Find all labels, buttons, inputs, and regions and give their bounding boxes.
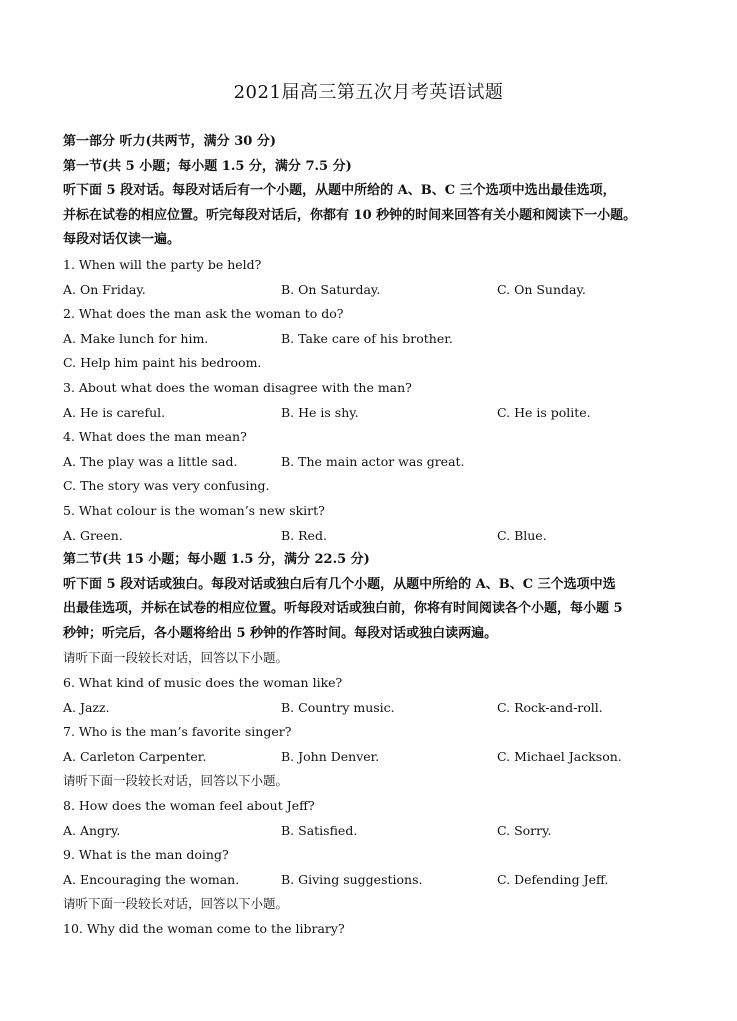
listen-prompt: 请听下面一段较长对话，回答以下小题。	[63, 773, 289, 789]
section1-instruction-line: 并标在试卷的相应位置。听完每段对话后，你都有 10 秒钟的时间来回答有关小题和阅读下一小题。	[63, 207, 637, 223]
question-stem: 5. What colour is the woman’s new skirt?	[63, 502, 325, 518]
exam-content	[63, 130, 703, 942]
option-c: C. Rock-and-roll.	[497, 699, 603, 715]
option-a: A. Carleton Carpenter.	[63, 748, 207, 764]
question-stem: 7. Who is the man’s favorite singer?	[63, 724, 292, 740]
question-stem: 4. What does the man mean?	[63, 429, 247, 445]
question-stem: 6. What kind of music does the woman like?	[63, 675, 343, 691]
option-b: B. He is shy.	[281, 404, 359, 420]
section1-instruction-line: 每段对话仅读一遍。	[63, 232, 181, 248]
option-b: B. Satisfied.	[281, 822, 358, 838]
option-c: C. Blue.	[497, 527, 547, 543]
options-row	[63, 696, 703, 721]
page-title: 2021届高三第五次月考英语试题	[233, 82, 504, 103]
option-a: A. The play was a little sad.	[63, 453, 238, 469]
option-b: B. Take care of his brother.	[281, 330, 453, 346]
option-c: C. On Sunday.	[497, 281, 586, 297]
question-stem: 10. Why did the woman come to the library?	[63, 921, 345, 936]
options-row	[63, 745, 703, 770]
option-b: B. Country music.	[281, 699, 395, 715]
options-row	[63, 819, 703, 844]
option-a: A. On Friday.	[63, 281, 146, 297]
section2-instruction-line: 出最佳选项，并标在试卷的相应位置。听每段对话或独白前，你将有时间阅读各个小题，每小题 5	[63, 601, 623, 617]
option-a: A. Green.	[63, 527, 123, 543]
option-c: C. He is polite.	[497, 404, 591, 420]
options-row	[63, 524, 703, 549]
question-stem: 3. About what does the woman disagree with the man?	[63, 379, 412, 395]
question-stem: 2. What does the man ask the woman to do?	[63, 306, 344, 322]
option-c: C. Defending Jeff.	[497, 871, 609, 887]
section2-heading: 第二节(共 15 小题；每小题 1.5 分，满分 22.5 分)	[63, 552, 370, 568]
listen-prompt: 请听下面一段较长对话，回答以下小题。	[63, 650, 289, 666]
option-c: C. Help him paint his bedroom.	[63, 355, 262, 371]
option-a: A. He is careful.	[63, 404, 166, 420]
option-a: A. Encouraging the woman.	[63, 871, 240, 887]
option-b: B. The main actor was great.	[281, 453, 465, 469]
option-c: C. The story was very confusing.	[63, 478, 270, 494]
question-stem: 9. What is the man doing?	[63, 847, 229, 863]
option-a: A. Jazz.	[63, 699, 110, 715]
option-a: A. Make lunch for him.	[63, 330, 209, 346]
options-row	[63, 401, 703, 426]
options-row	[63, 327, 703, 352]
option-b: B. John Denver.	[281, 748, 380, 764]
listen-prompt: 请听下面一段较长对话，回答以下小题。	[63, 896, 289, 912]
question-stem: 8. How does the woman feel about Jeff?	[63, 798, 315, 814]
section2-instruction-line: 秒钟；听完后，各小题将给出 5 秒钟的作答时间。每段对话或独白读两遍。	[63, 625, 498, 641]
part1-heading: 第一部分 听力(共两节，满分 30 分)	[63, 134, 276, 149]
options-row	[63, 868, 703, 893]
option-b: B. Giving suggestions.	[281, 871, 423, 887]
section1-heading: 第一节(共 5 小题；每小题 1.5 分，满分 7.5 分)	[63, 158, 352, 174]
option-b: B. Red.	[281, 527, 327, 543]
option-c: C. Sorry.	[497, 822, 552, 838]
options-row	[63, 278, 703, 303]
option-b: B. On Saturday.	[281, 281, 381, 297]
options-row	[63, 450, 703, 475]
section2-instruction-line: 听下面 5 段对话或独白。每段对话或独白后有几个小题，从题中所给的 A、B、C 三个选项中选	[63, 576, 616, 592]
section1-instruction-line: 听下面 5 段对话。每段对话后有一个小题，从题中所给的 A、B、C 三个选项中选出最佳选项，	[63, 183, 616, 199]
option-a: A. Angry.	[63, 822, 121, 838]
question-stem: 1. When will the party be held?	[63, 256, 262, 272]
option-c: C. Michael Jackson.	[497, 748, 622, 764]
